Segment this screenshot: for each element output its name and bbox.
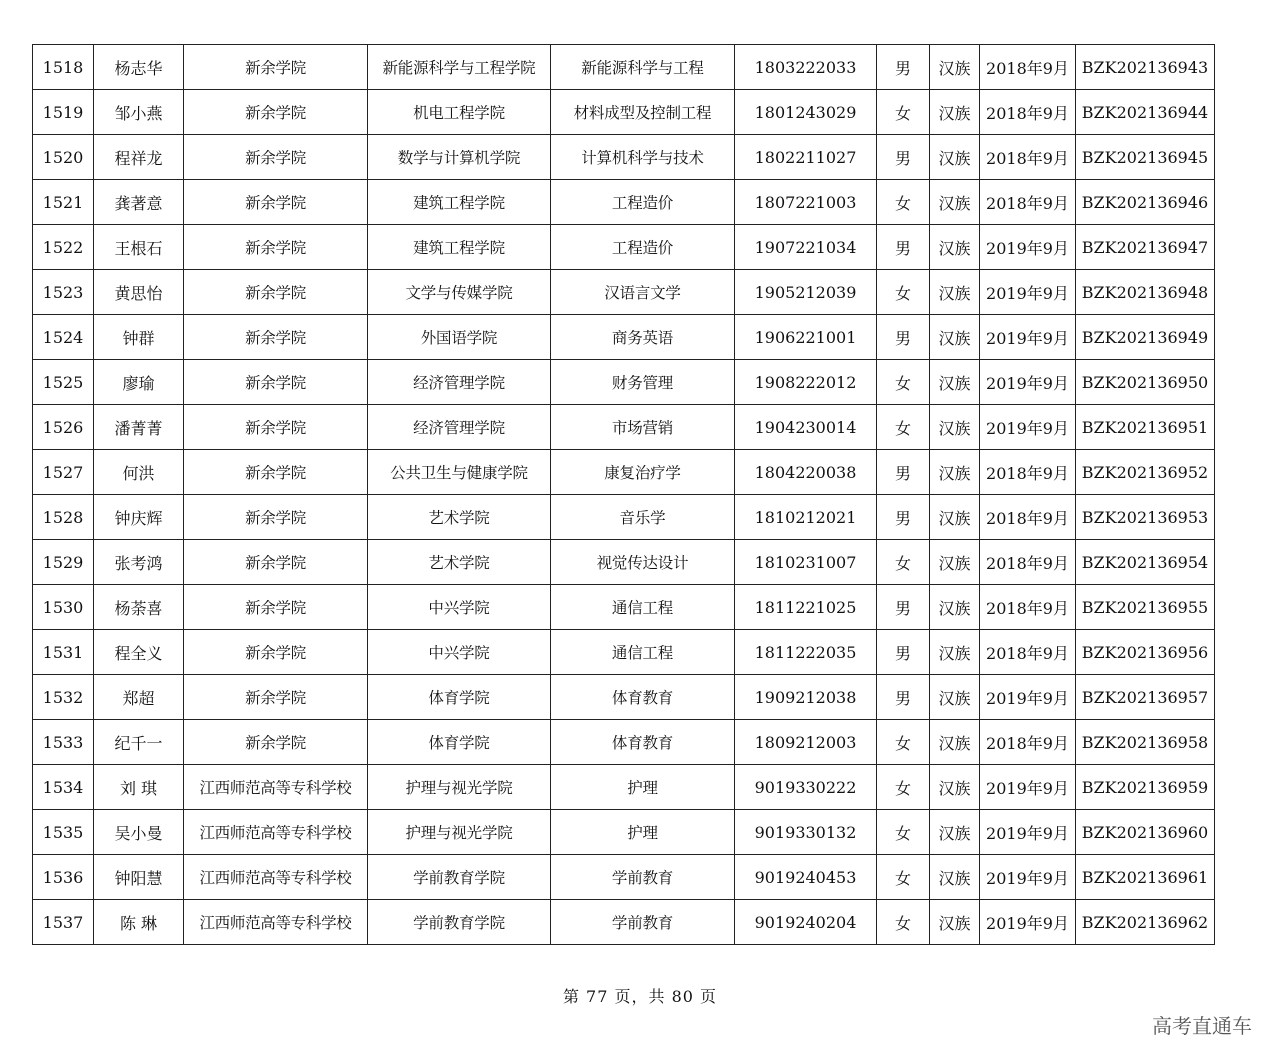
major-cell: 通信工程 [551, 630, 735, 675]
row-number-cell: 1520 [33, 135, 94, 180]
table-row [33, 360, 1215, 405]
certificate-number-cell: BZK202136943 [1076, 45, 1215, 90]
student-name-cell: 钟群 [94, 315, 184, 360]
student-name-cell: 杨荼喜 [94, 585, 184, 630]
table-row [33, 270, 1215, 315]
student-id-cell: 1811221025 [735, 585, 877, 630]
college-cell: 艺术学院 [368, 495, 551, 540]
row-number-cell: 1535 [33, 810, 94, 855]
ethnicity-cell: 汉族 [930, 90, 980, 135]
gender-cell: 女 [877, 90, 930, 135]
college-cell: 建筑工程学院 [368, 180, 551, 225]
student-id-cell: 1807221003 [735, 180, 877, 225]
college-cell: 体育学院 [368, 675, 551, 720]
enrollment-date-cell: 2019年9月 [980, 315, 1076, 360]
gender-cell: 女 [877, 720, 930, 765]
certificate-number-cell: BZK202136959 [1076, 765, 1215, 810]
certificate-number-cell: BZK202136961 [1076, 855, 1215, 900]
major-cell: 工程造价 [551, 225, 735, 270]
enrollment-date-cell: 2018年9月 [980, 45, 1076, 90]
student-name-cell: 钟阳慧 [94, 855, 184, 900]
student-name-cell: 郑超 [94, 675, 184, 720]
ethnicity-cell: 汉族 [930, 135, 980, 180]
enrollment-date-cell: 2018年9月 [980, 585, 1076, 630]
ethnicity-cell: 汉族 [930, 45, 980, 90]
row-number-cell: 1521 [33, 180, 94, 225]
ethnicity-cell: 汉族 [930, 675, 980, 720]
gender-cell: 女 [877, 360, 930, 405]
table-row [33, 540, 1215, 585]
school-cell: 新余学院 [184, 720, 368, 765]
major-cell: 财务管理 [551, 360, 735, 405]
student-id-cell: 1810231007 [735, 540, 877, 585]
student-id-cell: 1803222033 [735, 45, 877, 90]
student-name-cell: 杨志华 [94, 45, 184, 90]
student-id-cell: 1809212003 [735, 720, 877, 765]
student-id-cell: 1804220038 [735, 450, 877, 495]
certificate-number-cell: BZK202136946 [1076, 180, 1215, 225]
school-cell: 新余学院 [184, 315, 368, 360]
ethnicity-cell: 汉族 [930, 720, 980, 765]
table-row [33, 720, 1215, 765]
student-id-cell: 9019240453 [735, 855, 877, 900]
enrollment-date-cell: 2019年9月 [980, 270, 1076, 315]
major-cell: 护理 [551, 765, 735, 810]
school-cell: 新余学院 [184, 675, 368, 720]
row-number-cell: 1531 [33, 630, 94, 675]
student-name-cell: 吴小曼 [94, 810, 184, 855]
row-number-cell: 1525 [33, 360, 94, 405]
college-cell: 学前教育学院 [368, 855, 551, 900]
college-cell: 外国语学院 [368, 315, 551, 360]
student-roster-table [32, 44, 1215, 945]
page-number: 第 77 页，共 80 页 [562, 987, 718, 1006]
school-cell: 新余学院 [184, 405, 368, 450]
certificate-number-cell: BZK202136950 [1076, 360, 1215, 405]
table-row [33, 315, 1215, 360]
certificate-number-cell: BZK202136957 [1076, 675, 1215, 720]
enrollment-date-cell: 2019年9月 [980, 405, 1076, 450]
college-cell: 护理与视光学院 [368, 765, 551, 810]
school-cell: 新余学院 [184, 135, 368, 180]
row-number-cell: 1537 [33, 900, 94, 945]
student-id-cell: 1802211027 [735, 135, 877, 180]
table-row [33, 90, 1215, 135]
gender-cell: 男 [877, 225, 930, 270]
college-cell: 建筑工程学院 [368, 225, 551, 270]
student-name-cell: 张考鸿 [94, 540, 184, 585]
major-cell: 新能源科学与工程 [551, 45, 735, 90]
row-number-cell: 1526 [33, 405, 94, 450]
major-cell: 材料成型及控制工程 [551, 90, 735, 135]
student-id-cell: 1801243029 [735, 90, 877, 135]
certificate-number-cell: BZK202136951 [1076, 405, 1215, 450]
enrollment-date-cell: 2019年9月 [980, 855, 1076, 900]
ethnicity-cell: 汉族 [930, 585, 980, 630]
enrollment-date-cell: 2018年9月 [980, 630, 1076, 675]
ethnicity-cell: 汉族 [930, 405, 980, 450]
table-row [33, 630, 1215, 675]
college-cell: 学前教育学院 [368, 900, 551, 945]
certificate-number-cell: BZK202136947 [1076, 225, 1215, 270]
school-cell: 新余学院 [184, 630, 368, 675]
major-cell: 体育教育 [551, 720, 735, 765]
ethnicity-cell: 汉族 [930, 810, 980, 855]
major-cell: 学前教育 [551, 855, 735, 900]
gender-cell: 男 [877, 495, 930, 540]
gender-cell: 女 [877, 765, 930, 810]
certificate-number-cell: BZK202136962 [1076, 900, 1215, 945]
row-number-cell: 1527 [33, 450, 94, 495]
major-cell: 市场营销 [551, 405, 735, 450]
gender-cell: 女 [877, 270, 930, 315]
college-cell: 新能源科学与工程学院 [368, 45, 551, 90]
ethnicity-cell: 汉族 [930, 540, 980, 585]
student-name-cell: 龚著意 [94, 180, 184, 225]
enrollment-date-cell: 2018年9月 [980, 495, 1076, 540]
school-cell: 江西师范高等专科学校 [184, 855, 368, 900]
certificate-number-cell: BZK202136949 [1076, 315, 1215, 360]
school-cell: 新余学院 [184, 450, 368, 495]
college-cell: 文学与传媒学院 [368, 270, 551, 315]
row-number-cell: 1533 [33, 720, 94, 765]
gender-cell: 女 [877, 180, 930, 225]
row-number-cell: 1523 [33, 270, 94, 315]
ethnicity-cell: 汉族 [930, 225, 980, 270]
student-id-cell: 1908222012 [735, 360, 877, 405]
table-row [33, 855, 1215, 900]
ethnicity-cell: 汉族 [930, 270, 980, 315]
enrollment-date-cell: 2018年9月 [980, 135, 1076, 180]
gender-cell: 女 [877, 810, 930, 855]
college-cell: 中兴学院 [368, 585, 551, 630]
ethnicity-cell: 汉族 [930, 900, 980, 945]
gender-cell: 女 [877, 405, 930, 450]
student-id-cell: 9019330222 [735, 765, 877, 810]
ethnicity-cell: 汉族 [930, 315, 980, 360]
school-cell: 新余学院 [184, 225, 368, 270]
gender-cell: 女 [877, 900, 930, 945]
table-row [33, 765, 1215, 810]
student-id-cell: 9019330132 [735, 810, 877, 855]
row-number-cell: 1524 [33, 315, 94, 360]
gender-cell: 男 [877, 45, 930, 90]
table-row [33, 495, 1215, 540]
college-cell: 数学与计算机学院 [368, 135, 551, 180]
ethnicity-cell: 汉族 [930, 360, 980, 405]
school-cell: 江西师范高等专科学校 [184, 900, 368, 945]
school-cell: 新余学院 [184, 540, 368, 585]
enrollment-date-cell: 2018年9月 [980, 720, 1076, 765]
certificate-number-cell: BZK202136945 [1076, 135, 1215, 180]
college-cell: 护理与视光学院 [368, 810, 551, 855]
ethnicity-cell: 汉族 [930, 855, 980, 900]
table-row [33, 180, 1215, 225]
major-cell: 商务英语 [551, 315, 735, 360]
student-name-cell: 陈 琳 [94, 900, 184, 945]
gender-cell: 男 [877, 450, 930, 495]
enrollment-date-cell: 2018年9月 [980, 180, 1076, 225]
school-cell: 新余学院 [184, 495, 368, 540]
gender-cell: 女 [877, 855, 930, 900]
enrollment-date-cell: 2018年9月 [980, 540, 1076, 585]
school-cell: 新余学院 [184, 45, 368, 90]
student-name-cell: 钟庆辉 [94, 495, 184, 540]
watermark: 高考直通车 [1152, 1014, 1252, 1038]
college-cell: 中兴学院 [368, 630, 551, 675]
ethnicity-cell: 汉族 [930, 765, 980, 810]
row-number-cell: 1528 [33, 495, 94, 540]
row-number-cell: 1518 [33, 45, 94, 90]
ethnicity-cell: 汉族 [930, 450, 980, 495]
student-id-cell: 1909212038 [735, 675, 877, 720]
enrollment-date-cell: 2019年9月 [980, 360, 1076, 405]
gender-cell: 男 [877, 135, 930, 180]
college-cell: 经济管理学院 [368, 360, 551, 405]
certificate-number-cell: BZK202136956 [1076, 630, 1215, 675]
college-cell: 艺术学院 [368, 540, 551, 585]
major-cell: 康复治疗学 [551, 450, 735, 495]
table-row [33, 450, 1215, 495]
student-name-cell: 潘菁菁 [94, 405, 184, 450]
enrollment-date-cell: 2018年9月 [980, 90, 1076, 135]
table-row [33, 405, 1215, 450]
major-cell: 汉语言文学 [551, 270, 735, 315]
student-name-cell: 刘 琪 [94, 765, 184, 810]
gender-cell: 男 [877, 585, 930, 630]
student-name-cell: 程全义 [94, 630, 184, 675]
table-row [33, 45, 1215, 90]
school-cell: 新余学院 [184, 360, 368, 405]
certificate-number-cell: BZK202136948 [1076, 270, 1215, 315]
student-id-cell: 1906221001 [735, 315, 877, 360]
table-row [33, 900, 1215, 945]
table-row [33, 675, 1215, 720]
enrollment-date-cell: 2019年9月 [980, 675, 1076, 720]
school-cell: 新余学院 [184, 180, 368, 225]
certificate-number-cell: BZK202136955 [1076, 585, 1215, 630]
row-number-cell: 1522 [33, 225, 94, 270]
major-cell: 音乐学 [551, 495, 735, 540]
student-id-cell: 1904230014 [735, 405, 877, 450]
major-cell: 计算机科学与技术 [551, 135, 735, 180]
table-row [33, 810, 1215, 855]
student-id-cell: 9019240204 [735, 900, 877, 945]
table-row [33, 225, 1215, 270]
student-id-cell: 1810212021 [735, 495, 877, 540]
table-row [33, 135, 1215, 180]
gender-cell: 女 [877, 540, 930, 585]
table-row [33, 585, 1215, 630]
roster-body [33, 45, 1215, 945]
college-cell: 经济管理学院 [368, 405, 551, 450]
student-name-cell: 纪千一 [94, 720, 184, 765]
student-id-cell: 1905212039 [735, 270, 877, 315]
student-name-cell: 王根石 [94, 225, 184, 270]
row-number-cell: 1532 [33, 675, 94, 720]
student-name-cell: 程祥龙 [94, 135, 184, 180]
major-cell: 视觉传达设计 [551, 540, 735, 585]
certificate-number-cell: BZK202136953 [1076, 495, 1215, 540]
school-cell: 新余学院 [184, 585, 368, 630]
certificate-number-cell: BZK202136958 [1076, 720, 1215, 765]
row-number-cell: 1519 [33, 90, 94, 135]
row-number-cell: 1529 [33, 540, 94, 585]
certificate-number-cell: BZK202136954 [1076, 540, 1215, 585]
enrollment-date-cell: 2019年9月 [980, 225, 1076, 270]
major-cell: 工程造价 [551, 180, 735, 225]
college-cell: 机电工程学院 [368, 90, 551, 135]
college-cell: 公共卫生与健康学院 [368, 450, 551, 495]
major-cell: 体育教育 [551, 675, 735, 720]
student-name-cell: 何洪 [94, 450, 184, 495]
row-number-cell: 1534 [33, 765, 94, 810]
ethnicity-cell: 汉族 [930, 180, 980, 225]
certificate-number-cell: BZK202136952 [1076, 450, 1215, 495]
ethnicity-cell: 汉族 [930, 630, 980, 675]
gender-cell: 男 [877, 630, 930, 675]
certificate-number-cell: BZK202136960 [1076, 810, 1215, 855]
row-number-cell: 1530 [33, 585, 94, 630]
ethnicity-cell: 汉族 [930, 495, 980, 540]
school-cell: 江西师范高等专科学校 [184, 765, 368, 810]
enrollment-date-cell: 2019年9月 [980, 810, 1076, 855]
student-name-cell: 黄思怡 [94, 270, 184, 315]
certificate-number-cell: BZK202136944 [1076, 90, 1215, 135]
college-cell: 体育学院 [368, 720, 551, 765]
enrollment-date-cell: 2019年9月 [980, 900, 1076, 945]
school-cell: 江西师范高等专科学校 [184, 810, 368, 855]
school-cell: 新余学院 [184, 90, 368, 135]
student-id-cell: 1811222035 [735, 630, 877, 675]
major-cell: 学前教育 [551, 900, 735, 945]
student-name-cell: 邹小燕 [94, 90, 184, 135]
student-name-cell: 廖瑜 [94, 360, 184, 405]
row-number-cell: 1536 [33, 855, 94, 900]
gender-cell: 男 [877, 315, 930, 360]
school-cell: 新余学院 [184, 270, 368, 315]
enrollment-date-cell: 2018年9月 [980, 450, 1076, 495]
gender-cell: 男 [877, 675, 930, 720]
enrollment-date-cell: 2019年9月 [980, 765, 1076, 810]
major-cell: 通信工程 [551, 585, 735, 630]
student-id-cell: 1907221034 [735, 225, 877, 270]
major-cell: 护理 [551, 810, 735, 855]
